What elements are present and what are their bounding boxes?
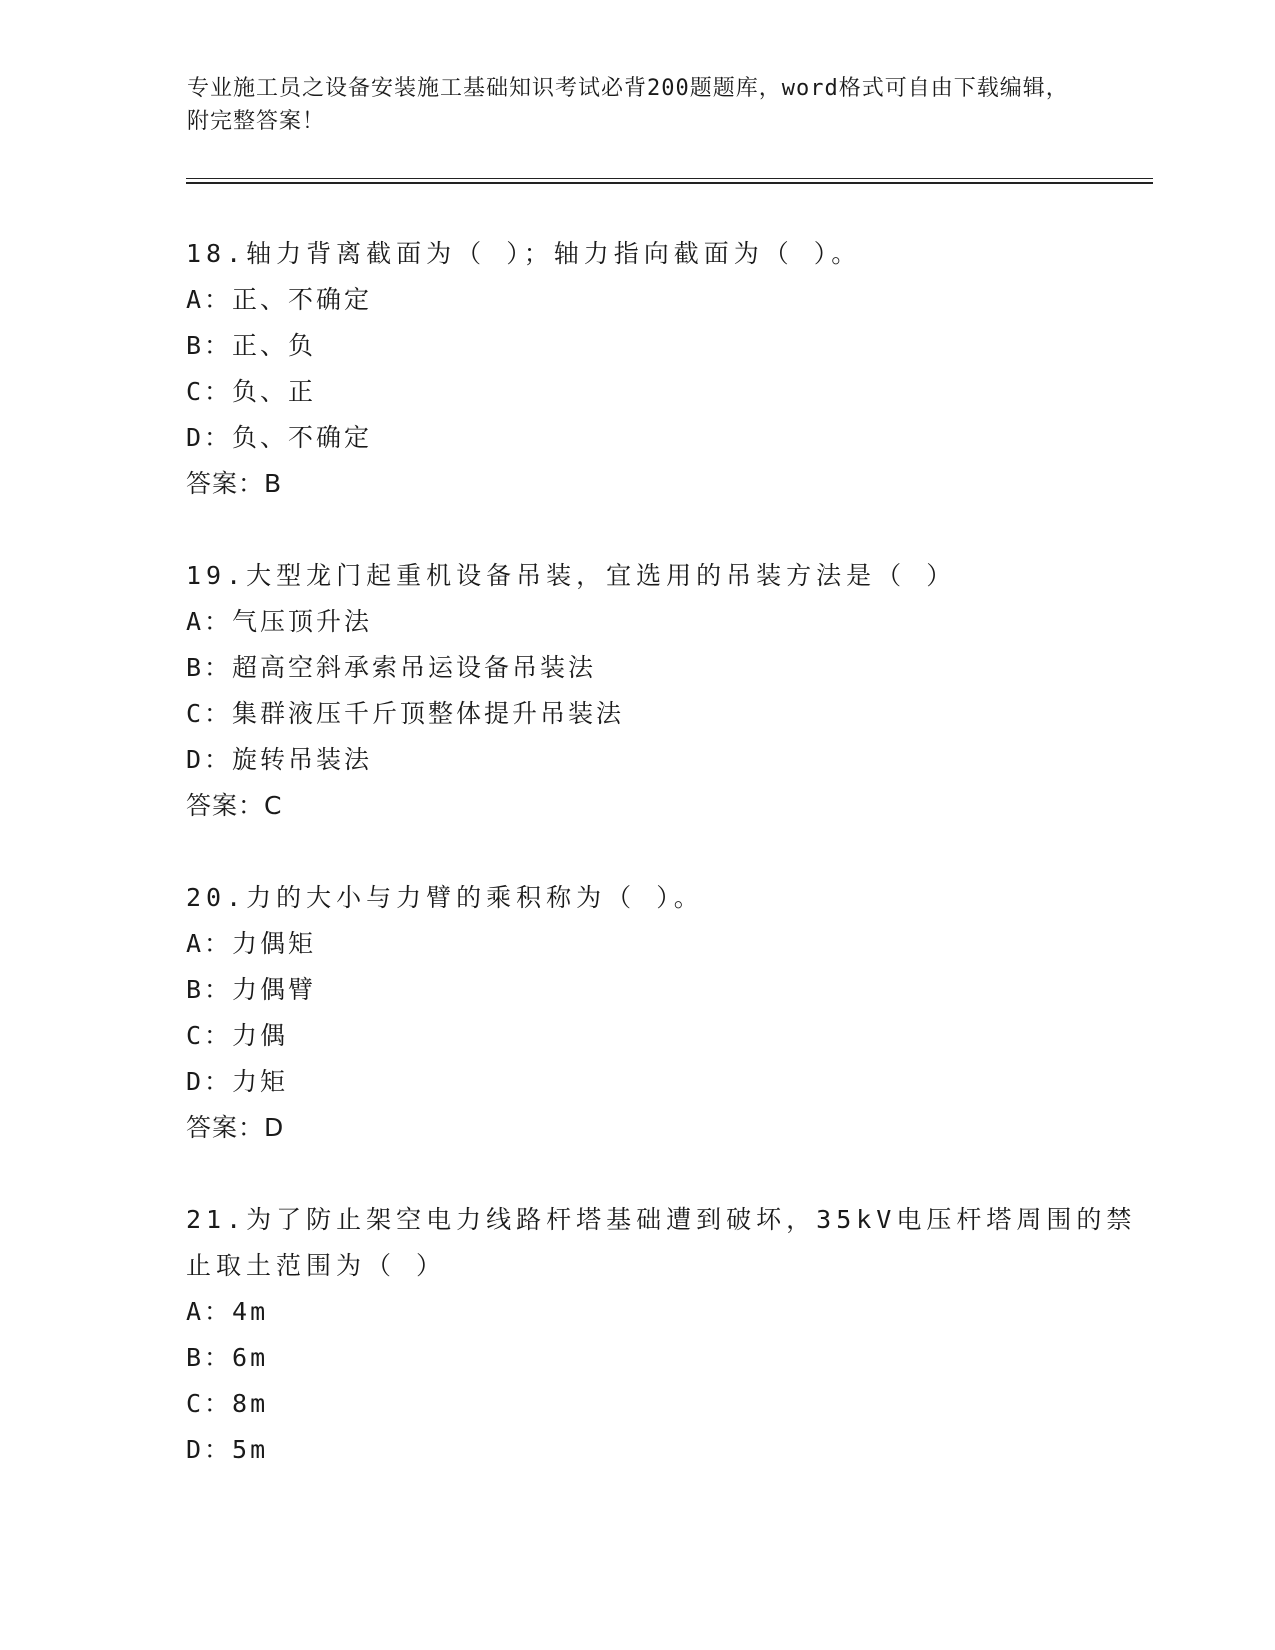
answer-line: 答案：D: [186, 1113, 285, 1142]
document-title: 专业施工员之设备安装施工基础知识考试必背200题题库，word格式可自由下载编辑，附完整答案！: [187, 76, 1069, 134]
option-b: B：正、负: [186, 331, 317, 360]
option-a: A：4m: [186, 1297, 269, 1326]
option-c: C：力偶: [186, 1021, 289, 1050]
question-18: [186, 231, 1146, 507]
option-b: B：6m: [186, 1343, 269, 1372]
question-21: [186, 1197, 1146, 1473]
option-c: C：集群液压千斤顶整体提升吊装法: [186, 699, 625, 728]
option-b: B：力偶臂: [186, 975, 317, 1004]
option-d: D：旋转吊装法: [186, 745, 373, 774]
option-b: B：超高空斜承索吊运设备吊装法: [186, 653, 597, 682]
question-20: [186, 875, 1146, 1151]
option-a: A：力偶矩: [186, 929, 317, 958]
option-d: D：负、不确定: [186, 423, 373, 452]
question-text: 19.大型龙门起重机设备吊装，宜选用的吊装方法是（ ）: [186, 561, 957, 590]
answer-line: 答案：C: [186, 791, 283, 820]
question-list: [186, 231, 1146, 1519]
header-divider-thick: [186, 182, 1153, 184]
question-19: [186, 553, 1146, 829]
question-text: 21.为了防止架空电力线路杆塔基础遭到破坏，35kV电压杆塔周围的禁止取土范围为（ ）: [186, 1205, 1137, 1280]
option-d: D：力矩: [186, 1067, 289, 1096]
question-text: 20.力的大小与力臂的乘积称为（ ）。: [186, 883, 704, 912]
option-c: C：负、正: [186, 377, 317, 406]
header-divider-thin: [186, 178, 1153, 179]
answer-line: 答案：B: [186, 469, 283, 498]
option-c: C：8m: [186, 1389, 269, 1418]
option-d: D：5m: [186, 1435, 269, 1464]
option-a: A：气压顶升法: [186, 607, 373, 636]
option-a: A：正、不确定: [186, 285, 373, 314]
question-text: 18.轴力背离截面为（ ）；轴力指向截面为（ ）。: [186, 239, 862, 268]
